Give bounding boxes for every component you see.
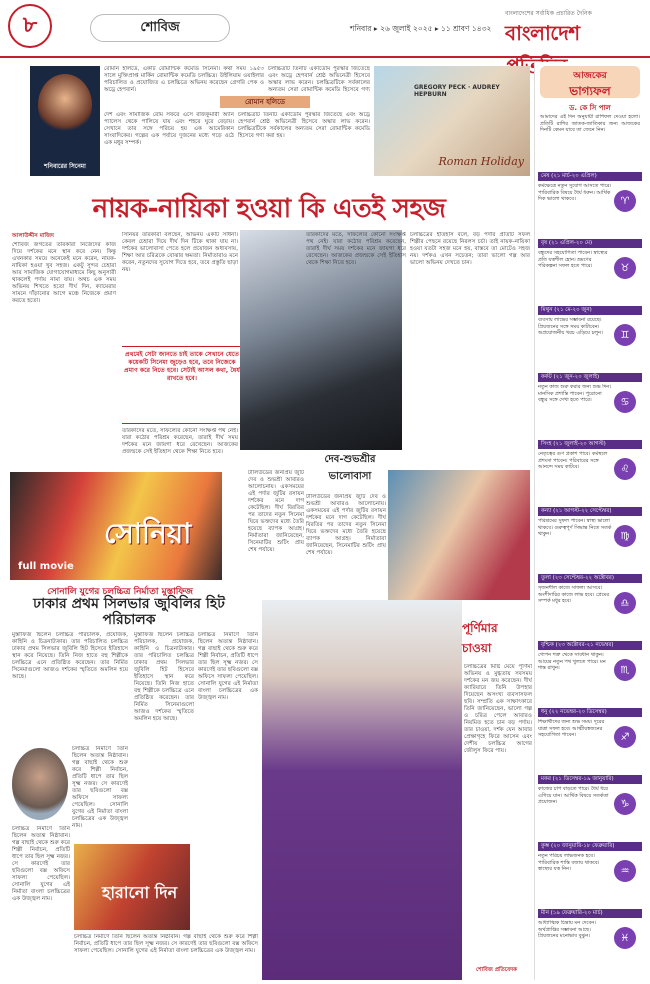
masthead-title: বাংলাদেশ [505, 21, 580, 45]
horoscope-sign-text: আধ্যাত্মিক চিন্তায় মন দেবেন। অর্থপ্রাপ্তির সম্ভাবনা আছে। প্রিয়জনের মনোভাব বুঝুন। [538, 920, 596, 939]
horoscope-title-b: ভাগ্যফল [569, 84, 611, 98]
harano-din-poster [74, 844, 190, 930]
purnima-headline: পূর্ণিমার চাওয়া [462, 621, 498, 655]
mustafiz-body-left: চলচ্চিত্র নির্মাণে তিনি ছিলেন অত্যন্ত নিষ্ঠাবান। গল্প বাছাই থেকে শুরু করে শিল্পী নির্বাচন, প্রতিটি ধাপে তার ছিল সূক্ষ্ম নজর। সে কারণেই তার ছবিগুলো বক্স অফিসে সাফল্য পেয়েছিল। সোনালি যুগের এই নির্মাতা বাংলা চলচ্চিত্রের এক উজ্জ্বল নাম। [12, 826, 70, 902]
masthead-tagline: বাংলাদেশের সর্বাধিক প্রচারিত দৈনিক [505, 10, 592, 17]
horoscope-title-a: আজকের [573, 71, 607, 81]
lead-col-1: শোবিজ জগতের তারকারা নিজেদের কাজ দিয়ে দর্শকের মনে স্থান করে নেন। কিন্তু এখনকার সময়ে অনেকেই মনে করেন, নায়ক-নায়িকা হওয়া খুব সহজ। একটু সুন্দর চেহারা আর সামাজিক যোগাযোগমাধ্যমে কিছু অনুসারী থাকলেই পর্দায় নামা যায়। অথচ এক সময় অভিনয় শিখতে হতো দীর্ঘ দিন, ক্যামেরার সামনে দাঁড়ানোর আগে মঞ্চে নিজেকে প্রমাণ করতে হতো। [12, 242, 116, 304]
mustafiz-body-bottom: চলচ্চিত্র নির্মাণে তিনি ছিলেন অত্যন্ত নিষ্ঠাবান। গল্প বাছাই থেকে শুরু করে শিল্পী নির্বাচন, প্রতিটি ধাপে তার ছিল সূক্ষ্ম নজর। সে কারণেই তার ছবিগুলো বক্স অফিসে সাফল্য পেয়েছিল। সোনালি যুগের এই নির্মাতা বাংলা চলচ্চিত্রের এক উজ্জ্বল নাম। [74, 934, 258, 954]
horoscope-title [540, 66, 640, 98]
sonia-poster [10, 472, 222, 580]
cinema-illustration [38, 74, 92, 136]
roman-holiday-body: দেশ এবং সামাজিক রোম সফরে এসে রাজকুমারী অ্যান প্যালেস থেকে পালিয়ে যায় এবং শহরে ঘুরে বেড়ায়। সেখানে তার সঙ্গে পরিচয় হয় এক আমেরিকান সাংবাদিকের। গল্পের এক পর্যায়ে দুজনের মধ্যে গড়ে ওঠে এক মধুর সম্পর্ক। [104, 112, 234, 146]
harano-din-title: হারানো দিন [102, 883, 178, 902]
section-label: শোবিজ [90, 14, 230, 42]
poster-title: Roman Holiday [438, 155, 524, 168]
mustafiz-headline: ঢাকার প্রথম সিলভার জুবিলির হিট পরিচালক [33, 596, 225, 628]
mustafiz-photo [12, 748, 68, 820]
main-headline: নায়ক-নায়িকা হওয়া কি এতই সহজ [92, 194, 446, 224]
mustafiz-body-col2: মুস্তাফিজ ছিলেন চলচ্চিত্র পরিচালক, প্রযোজক, কাহিনি ও চিত্রনাট্যকার। তার পরিচালিত চলচ্চিত্র ঢাকার প্রথম সিলভার জুবিলি হিট হিসেবে ইতিহাসে স্থান করে নিয়েছে। তিনি নিজ হাতে বহু শিল্পীকে চলচ্চিত্রে এনে প্রতিষ্ঠিত করেছেন। তার নির্মিত সিনেমাগুলো আজও দর্শকের স্মৃতিতে অমলিন হয়ে আছে। [134, 632, 194, 722]
lead-col-2: সিনিয়র তারকারা বলছেন, অভিনয় একটি সাধনা। কেবল চেহারা দিয়ে দীর্ঘ দিন টিকে থাকা যায় না। দর্শকের ভালোবাসা পেতে হলে প্রয়োজন অধ্যবসায়, শিক্ষা আর চরিত্রকে বোঝার ক্ষমতা। নির্মাতারাও মনে করেন, নতুনদের সুযোগ দিতে হবে, তবে প্রস্তুতি ছাড়া নয়। [122, 232, 238, 273]
roman-holiday-poster [374, 66, 530, 176]
horoscope-sign-header: মকর (২১ ডিসেম্বর-১৯ জানুয়ারি) [538, 775, 642, 784]
horoscope-sign-text: সৃজনশীল কাজে সাফল্য আসবে। অংশীদারির কাজে লাভ হবে। প্রেমের সম্পর্ক মধুর হবে। [538, 585, 610, 604]
horoscope-sign-text: নতুন কাজ শুরু করার জন্য শুভ দিন। মানসিক প্রশান্তি পাবেন। পুরোনো বন্ধুর সঙ্গে দেখা হতে পারে। [538, 384, 612, 403]
masthead [505, 8, 643, 52]
horoscope-sign-header: তুলা (২৩ সেপ্টেম্বর-২২ অক্টোবর) [538, 574, 642, 583]
purnima-photo [262, 600, 462, 980]
horoscope-sign-text: বন্ধুদের সহযোগিতা পাবেন। স্বাস্থ্যের প্রতি যত্নশীল হোন। ভ্রমণের পরিকল্পনা সফল হতে পারে। [538, 250, 608, 269]
horoscope-sign-header: মীন (১৯ ফেব্রুয়ারি-২০ মার্চ) [538, 909, 642, 918]
zodiac-sign-icon: ♑ [614, 793, 636, 815]
horoscope-sign-text: গোপন শত্রু থেকে সাবধান থাকুন। আয়ের নতুন পথ খুলতে পারে। মন শান্ত রাখুন। [538, 652, 606, 671]
zodiac-sign-icon: ♋ [614, 391, 636, 413]
zodiac-sign-icon: ♏ [614, 659, 636, 681]
dev-headline: দেব-শুভশ্রীর ভালোবাসা [324, 454, 376, 482]
horoscope-sign-header: কন্যা (২১ আগস্ট-২২ সেপ্টেম্বর) [538, 507, 642, 516]
mustafiz-body: মুস্তাফিজ ছিলেন চলচ্চিত্র পরিচালক, প্রযোজক, কাহিনি ও চিত্রনাট্যকার। তার পরিচালিত চলচ্চিত্র ঢাকার প্রথম সিলভার জুবিলি হিট হিসেবে ইতিহাসে স্থান করে নিয়েছে। তিনি নিজ হাতে বহু শিল্পীকে চলচ্চিত্রে এনে প্রতিষ্ঠিত করেছেন। তার নির্মিত সিনেমাগুলো আজও দর্শকের স্মৃতিতে অমলিন হয়ে আছে। [12, 632, 128, 680]
horoscope-sign-header: কর্কট (২১ জুন-২০ জুলাই) [538, 373, 642, 382]
lead-col-4: চলচ্চিত্রের ইতিহাস বলে, বড় পর্দার প্রতিটি সফল শিল্পীর পেছনে রয়েছে নিরলস চর্চা। তাই নায়ক-নায়িকা হওয়া যতটা সহজ মনে হয়, বাস্তবে তা মোটেও সহজ নয়। দর্শকও এখন সচেতন; তারা ভালো গল্প আর ভালো অভিনয় দেখতে চান। [410, 232, 530, 266]
dev-body: টালিউডের জনপ্রিয় জুটি দেব ও শুভশ্রী আবারও আলোচনায়। একসময়ের এই পর্দার জুটির রসায়ন দর্শকের মনে দাগ কেটেছিল। দীর্ঘ বিরতির পর তাদের নতুন সিনেমা ঘিরে ভক্তদের মধ্যে তৈরি হয়েছে ব্যাপক আগ্রহ। নির্মাতারা জানিয়েছেন, সিনেমাটির শুটিং প্রায় শেষ পর্যায়ে। [306, 494, 386, 556]
horoscope-sign-text: পরিশ্রমের সুফল পাবেন। স্বাস্থ্য ভালো থাকবে। গুরুত্বপূর্ণ সিদ্ধান্ত নিতে সতর্ক থাকুন। [538, 518, 612, 537]
zodiac-sign-icon: ♈ [614, 190, 636, 212]
horoscope-sign-text: নেতৃত্বের গুণ প্রকাশ পাবে। কর্মস্থলে প্রশংসা পাবেন। পরিবারের সঙ্গে আনন্দে সময় কাটবে। [538, 451, 608, 470]
horoscope-sign-header: ধনু (২২ নভেম্বর-২০ ডিসেম্বর) [538, 708, 642, 717]
byline: আলাউদ্দীন মাজিদ [12, 233, 54, 239]
lead-col-2b: তারকাদের মতে, সাফল্যের কোনো সংক্ষিপ্ত পথ নেই। যারা কঠোর পরিশ্রম করেছেন, তারাই দীর্ঘ সময় দর্শকের মনে জায়গা ধরে রেখেছেন। আজকের প্রজন্মকে সেই ইতিহাস থেকে শিক্ষা নিতে হবে। [122, 428, 238, 455]
saturday-cinema-box [30, 66, 100, 176]
horoscope-sign-text: নতুন পরিচয় লাভজনক হবে। পারিবারিক শান্তি বজায় থাকবে। স্বাস্থ্যের যত্ন নিন। [538, 853, 600, 872]
horoscope-sign-text: শিক্ষার্থীদের জন্য শুভ সময়। দূরের যাত্রা সফল হবে। আত্মীয়স্বজনের সহযোগিতা পাবেন। [538, 719, 605, 738]
zodiac-sign-icon: ♎ [614, 592, 636, 614]
roman-holiday-body-2: চলচ্চিত্রটি তিনটি একাডেমি পুরস্কার জিতেছে এবং অড্রে হেপবার্ন শ্রেষ্ঠ অভিনেত্রী হিসেবে অস্কার লাভ করেন। চলচ্চিত্রটিকে সর্বকালের অন্যতম সেরা রোমান্টিক কমেডি হিসেবে গণ্য করা হয়। [238, 112, 370, 139]
zodiac-sign-icon: ♐ [614, 726, 636, 748]
cinema-caption: শনিবারের সিনেমা [44, 163, 86, 170]
roman-holiday-intro: রোমান হলিডে, একটি রোমান্টিক কমেডি সিনেমা। কথা সময় ১৯৫৩ সালে মুক্তিপ্রাপ্ত মার্কিন রোমান্টিক কমেডি চলচ্চিত্র। উইলিয়াম ওয়াইলার পরিচালিত ও প্রযোজিত এ চলচ্চিত্রে অভিনয় করেছেন গ্রেগরি পেক ও অড্রে হেপবার্ন। [104, 66, 264, 93]
horoscope-sign-header: বৃশ্চিক (২৩ অক্টোবর-২১ নভেম্বর) [538, 641, 642, 650]
horoscope-author: ড. কে সি পাল [569, 104, 611, 112]
date-line: শনিবার ▸ ২৬ জুলাই ২০২৫ ▸ ১১ শ্রাবণ ১৪৩২ [350, 24, 492, 33]
mustafiz-body-col3: চলচ্চিত্র নির্মাণে তিনি ছিলেন অত্যন্ত নিষ্ঠাবান। গল্প বাছাই থেকে শুরু করে শিল্পী নির্বাচন, প্রতিটি ধাপে তার ছিল সূক্ষ্ম নজর। সে কারণেই তার ছবিগুলো বক্স অফিসে সাফল্য পেয়েছিল। সোনালি যুগের এই নির্মাতা বাংলা চলচ্চিত্রের এক উজ্জ্বল নাম। [198, 632, 258, 701]
zodiac-sign-icon: ♉ [614, 257, 636, 279]
horoscope-sign-header: কুম্ভ (২০ জানুয়ারি-১৮ ফেব্রুয়ারি) [538, 842, 642, 851]
poster-names: GREGORY PECK · AUDREY HEPBURN [414, 84, 500, 98]
horoscope-sign-header: মিথুন (২১ মে-২০ জুন) [538, 306, 642, 315]
sonia-poster-title: সোনিয়া [104, 517, 192, 550]
horoscope-sign-text: কর্মক্ষেত্রে নতুন সুযোগ আসতে পারে। পারিবারিক বিষয়ে ধৈর্য ধরুন। আর্থিক দিক ভালো থাকবে। [538, 183, 612, 202]
horoscope-intro: আমাদের এই দিন অনুযায়ী রাশিফল দেওয়া হলো। প্রতিটি রাশির জাতক-জাতিকার জন্য আজকের দিনটি কেমন যাবে তা জেনে নিন। [540, 114, 640, 133]
dev-body-2: টালিউডের জনপ্রিয় জুটি দেব ও শুভশ্রী আবারও আলোচনায়। একসময়ের এই পর্দার জুটির রসায়ন দর্শকের মনে দাগ কেটেছিল। দীর্ঘ বিরতির পর তাদের নতুন সিনেমা ঘিরে ভক্তদের মধ্যে তৈরি হয়েছে ব্যাপক আগ্রহ। নির্মাতারা জানিয়েছেন, সিনেমাটির শুটিং প্রায় শেষ পর্যায়ে। [248, 470, 304, 553]
pull-quote: প্রথমেই সেটা জানতে চাই তাকে সেখানে যেতে কয়েকটি সিনেমা জুড়েও হবে, তবে নিজেকে প্রমাণ করে নিতে হবে। সেটাই আসল কথা, ধৈর্য রাখতে হবে। [122, 346, 242, 424]
roman-holiday-ribbon: রোমান হলিডে [220, 96, 310, 108]
horoscope-sign-header: সিংহ (২১ জুলাই-২০ আগস্ট) [538, 440, 642, 449]
dev-subhashree-photo [388, 470, 530, 600]
zodiac-sign-icon: ♌ [614, 458, 636, 480]
zodiac-sign-icon: ♓ [614, 927, 636, 949]
zodiac-sign-icon: ♍ [614, 525, 636, 547]
purnima-credit: শোবিজ প্রতিবেদক [476, 967, 518, 973]
mustafiz-body-narrow: চলচ্চিত্র নির্মাণে তিনি ছিলেন অত্যন্ত নিষ্ঠাবান। গল্প বাছাই থেকে শুরু করে শিল্পী নির্বাচন, প্রতিটি ধাপে তার ছিল সূক্ষ্ম নজর। সে কারণেই তার ছবিগুলো বক্স অফিসে সাফল্য পেয়েছিল। সোনালি যুগের এই নির্মাতা বাংলা চলচ্চিত্রের এক উজ্জ্বল নাম। [72, 746, 128, 829]
sonia-poster-sub: full movie [18, 561, 74, 572]
purnima-body: চলচ্চিত্রের মিষ্টি মেয়ে পূর্ণিমা অভিনয় ও মুগ্ধতায় সবসময় দর্শকের মন জয় করেছেন। দীর্ঘ ক্যারিয়ারে তিনি উপহার দিয়েছেন অসংখ্য ব্যবসাসফল ছবি। সম্প্রতি এক সাক্ষাৎকারে তিনি জানিয়েছেন, ভালো গল্প ও চরিত্র পেলে আবারও নিয়মিত হতে চান বড় পর্দায়। তার চাওয়া, দর্শক যেন আবার প্রেক্ষাগৃহে ফিরে আসেন এবং দেশীয় চলচ্চিত্র আগের জৌলুস ফিরে পায়। [464, 664, 532, 754]
roman-holiday-intro-2: চলচ্চিত্রটি তিনটি একাডেমি পুরস্কার জিতেছে এবং অড্রে হেপবার্ন শ্রেষ্ঠ অভিনেত্রী হিসেবে অস্কার লাভ করেন। চলচ্চিত্রটিকে সর্বকালের অন্যতম সেরা রোমান্টিক কমেডি হিসেবে গণ্য [268, 66, 370, 93]
zodiac-sign-icon: ♊ [614, 324, 636, 346]
horoscope-sign-header: মেষ (২১ মার্চ-২০ এপ্রিল) [538, 172, 642, 181]
mustafiz-kicker: সোনালি যুগের চলচ্চিত্র নির্মাতা মুস্তাফিজ [47, 587, 193, 597]
page-number: ৮ [8, 4, 52, 48]
zodiac-sign-icon: ♒ [614, 860, 636, 882]
horoscope-sign-text: কাজের চাপ বাড়তে পারে। ধৈর্য ধরে এগিয়ে যান। আর্থিক বিষয়ে সতর্কতা প্রয়োজন। [538, 786, 609, 805]
lead-col-3: তারকাদের মতে, সাফল্যের কোনো সংক্ষিপ্ত পথ নেই। যারা কঠোর পরিশ্রম করেছেন, তারাই দীর্ঘ সময় দর্শকের মনে জায়গা ধরে রেখেছেন। আজকের প্রজন্মকে সেই ইতিহাস থেকে শিক্ষা নিতে হবে। [306, 232, 406, 266]
horoscope-sign-header: বৃষ (২১ এপ্রিল-২০ মে) [538, 239, 642, 248]
horoscope-sign-text: ব্যবসায় লাভের সম্ভাবনা রয়েছে। প্রিয়জনের সঙ্গে সময় কাটাবেন। অপ্রয়োজনীয় খরচ এড়িয়ে চলুন। [538, 317, 603, 336]
